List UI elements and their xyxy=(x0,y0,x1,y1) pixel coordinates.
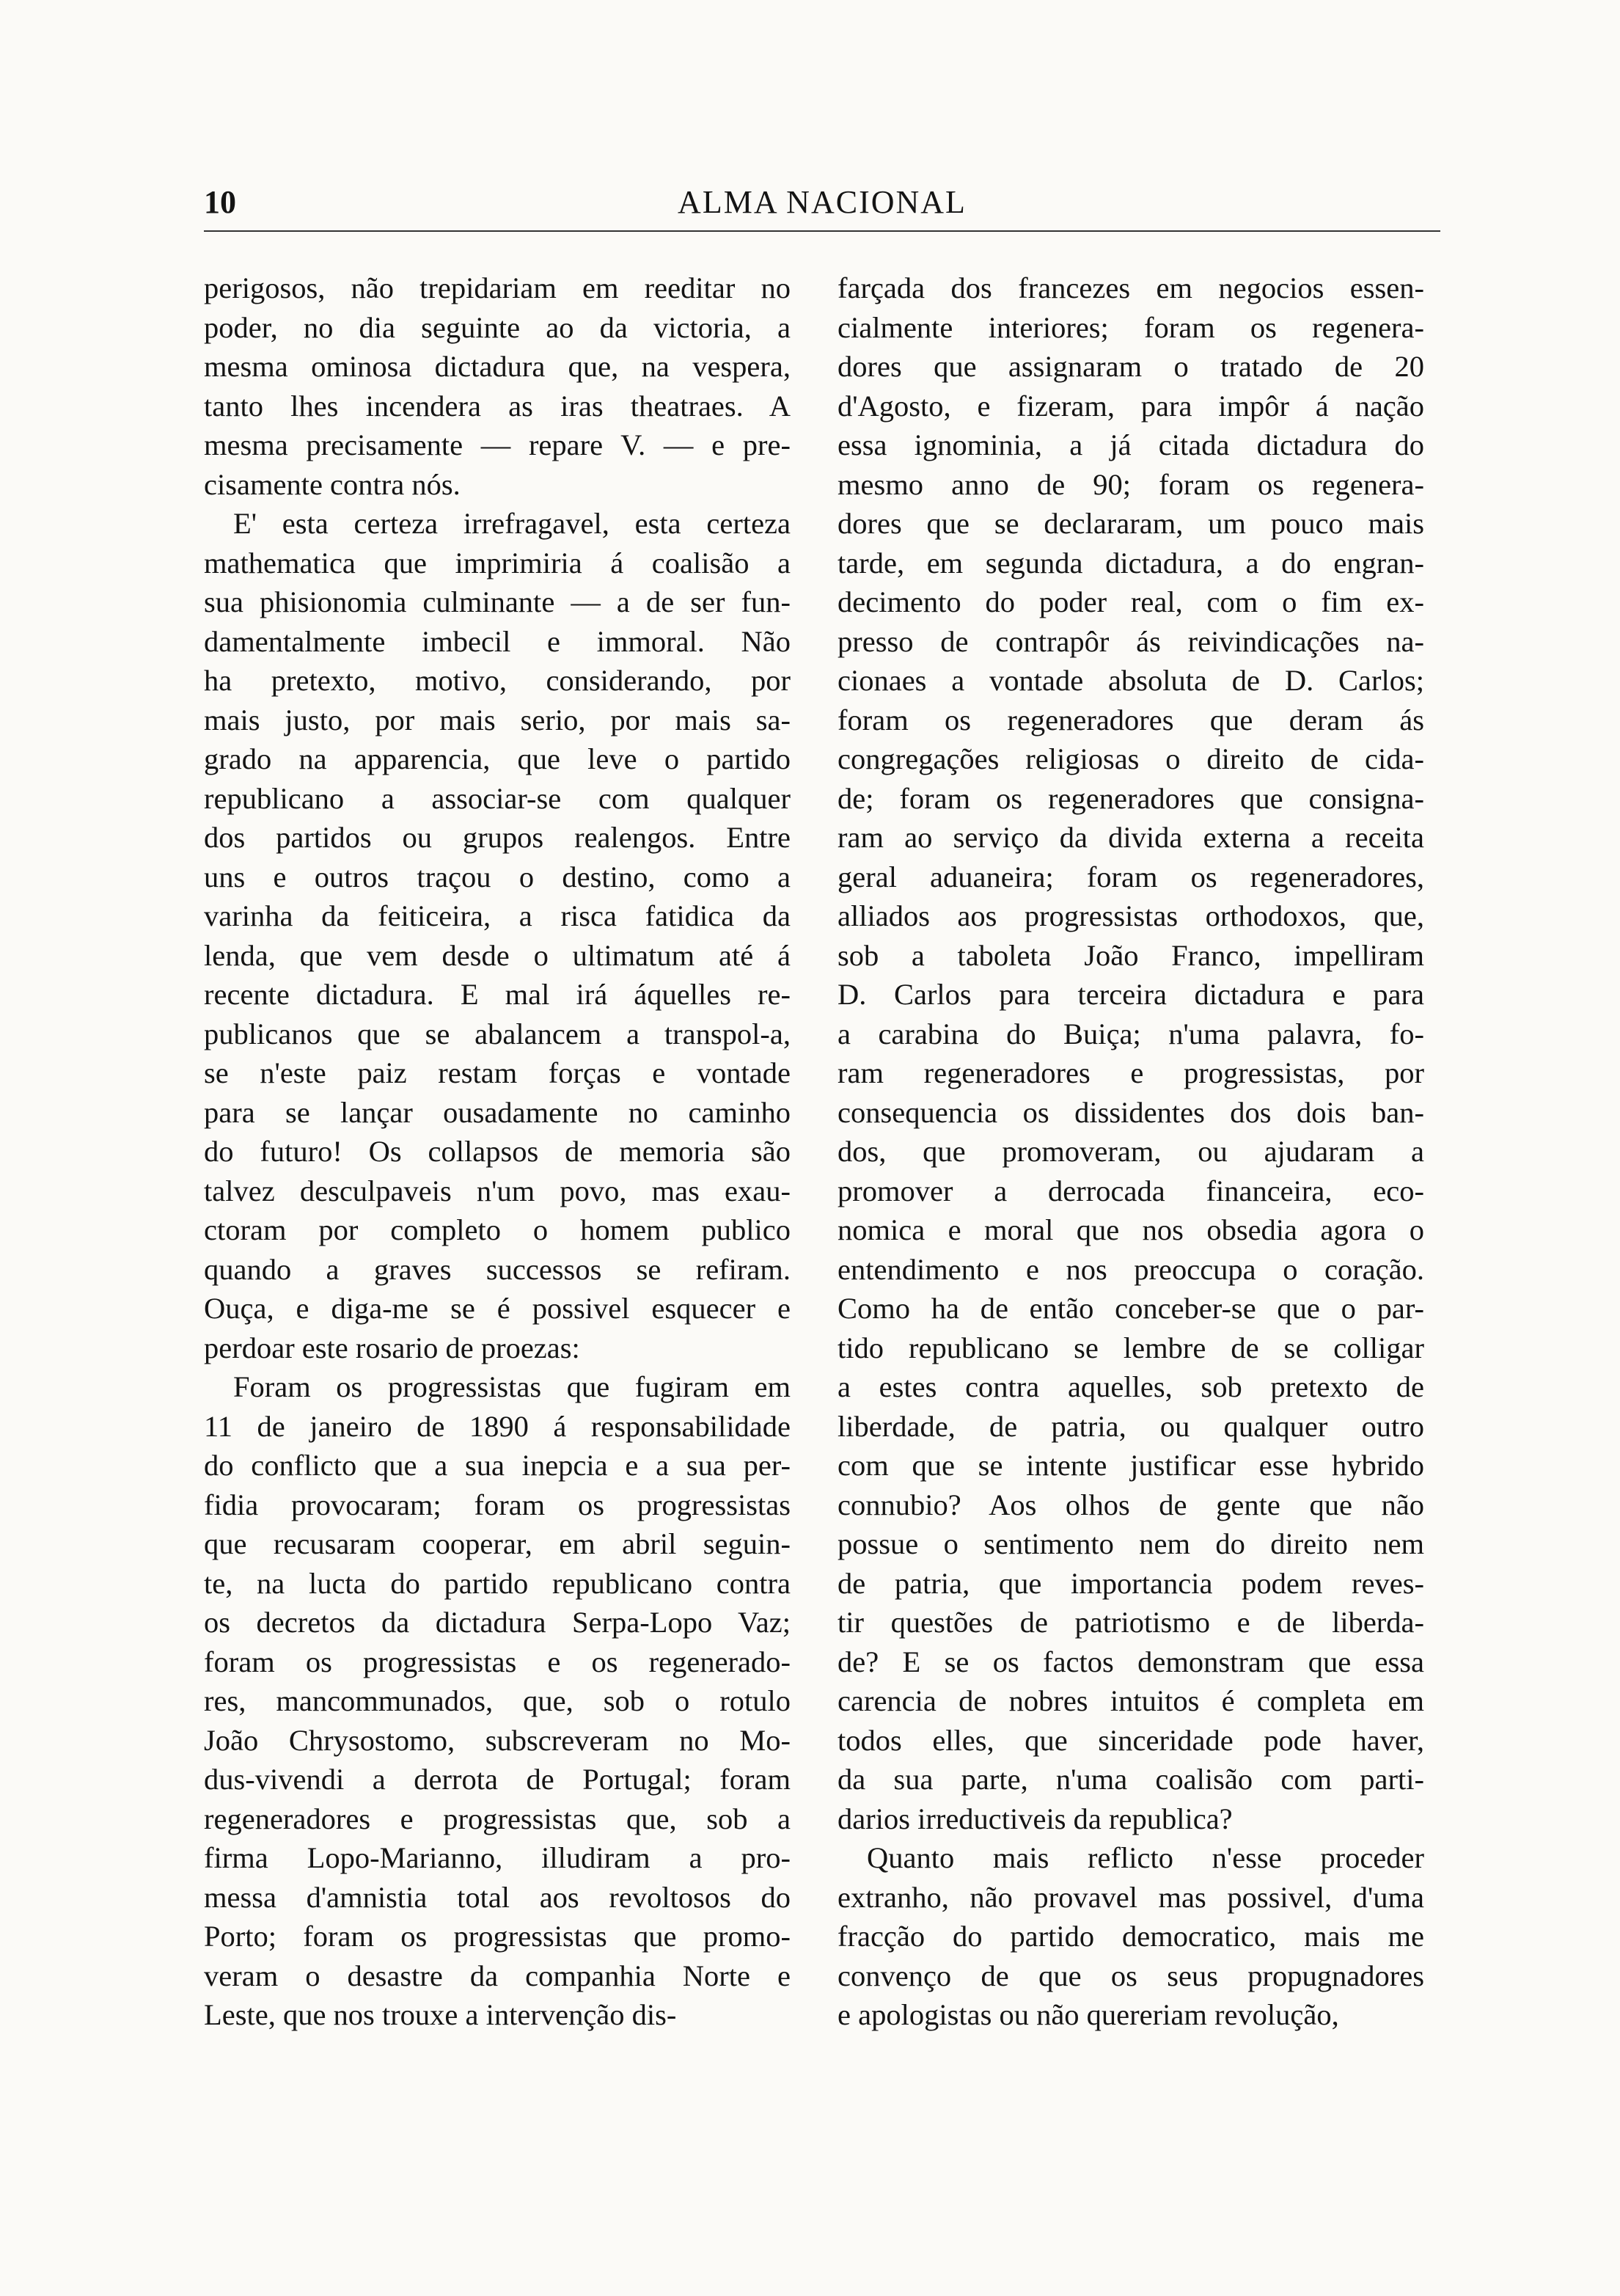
text-line: res, mancommunados, que, sob o rotulo xyxy=(204,1684,791,1717)
text-line: com que se intente justificar esse hybrido xyxy=(838,1449,1424,1482)
running-title: ALMA NACIONAL xyxy=(678,184,967,220)
text-line: Ouça, e diga-me se é possivel esquecer e xyxy=(204,1292,791,1325)
text-line: todos elles, que sinceridade pode haver, xyxy=(838,1723,1424,1757)
text-line: mesmo anno de 90; foram os regenera- xyxy=(838,467,1424,501)
text-line: de patria, que importancia podem reves- xyxy=(838,1566,1424,1600)
text-line: Foram os progressistas que fugiram em xyxy=(233,1370,791,1403)
text-line: possue o sentimento nem do direito nem xyxy=(838,1527,1424,1560)
text-line: republicano a associar-se com qualquer xyxy=(204,781,791,815)
text-line: fidia provocaram; foram os progressistas xyxy=(204,1488,791,1521)
text-line: tido republicano se lembre de se colligar xyxy=(838,1331,1424,1364)
text-line: te, na lucta do partido republicano contra xyxy=(204,1566,791,1600)
text-line: a carabina do Buiça; n'uma palavra, fo- xyxy=(838,1017,1424,1050)
text-line: Leste, que nos trouxe a intervenção dis- xyxy=(204,1998,677,2031)
text-line: D. Carlos para terceira dictadura e para xyxy=(838,978,1424,1011)
text-line: para se lançar ousadamente no caminho xyxy=(204,1095,791,1129)
text-line: do conflicto que a sua inepcia e a sua per- xyxy=(204,1449,791,1482)
text-line: cionaes a vontade absoluta de D. Carlos; xyxy=(838,664,1424,697)
text-line: connubio? Aos olhos de gente que não xyxy=(838,1488,1424,1521)
text-line: regeneradores e progressistas que, sob a xyxy=(204,1802,791,1835)
right-column xyxy=(838,268,1424,2035)
text-line: João Chrysostomo, subscreveram no Mo- xyxy=(204,1723,791,1757)
header-rule xyxy=(204,230,1440,232)
text-line: e apologistas ou não quereriam revolução, xyxy=(838,1998,1339,2031)
text-line: messa d'amnistia total aos revoltosos do xyxy=(204,1880,791,1914)
text-line: mesma precisamente — repare V. — e pre- xyxy=(204,428,791,461)
text-line: firma Lopo-Marianno, illudiram a pro- xyxy=(204,1841,791,1874)
page-header xyxy=(204,176,1440,229)
text-line: dos partidos ou grupos realengos. Entre xyxy=(204,821,791,854)
text-line: decimento do poder real, com o fim ex- xyxy=(838,585,1424,618)
text-line: cialmente interiores; foram os regenera- xyxy=(838,310,1424,344)
text-line: tir questões de patriotismo e de liberda- xyxy=(838,1606,1424,1639)
text-line: dores que assignaram o tratado de 20 xyxy=(838,350,1424,383)
text-line: uns e outros traçou o destino, como a xyxy=(204,860,791,893)
text-line: mathematica que imprimiria á coalisão a xyxy=(204,546,791,580)
text-line: dos, que promoveram, ou ajudaram a xyxy=(838,1135,1424,1168)
text-line: nomica e moral que nos obsedia agora o xyxy=(838,1213,1424,1246)
text-line: publicanos que se abalancem a transpol-a, xyxy=(204,1017,791,1050)
text-line: dores que se declararam, um pouco mais xyxy=(838,507,1424,540)
text-line: poder, no dia seguinte ao da victoria, a xyxy=(204,310,791,344)
text-line: foram os regeneradores que deram ás xyxy=(838,703,1424,736)
text-line: geral aduaneira; foram os regeneradores, xyxy=(838,860,1424,893)
text-line: essa ignominia, a já citada dictadura do xyxy=(838,428,1424,461)
text-line: Porto; foram os progressistas que promo- xyxy=(204,1920,791,1953)
text-line: 11 de janeiro de 1890 á responsabilidade xyxy=(204,1409,791,1443)
text-line: E' esta certeza irrefragavel, esta certeza xyxy=(233,507,791,540)
text-line: de; foram os regeneradores que consigna- xyxy=(838,781,1424,815)
text-line: perigosos, não trepidariam em reeditar no xyxy=(204,271,791,304)
text-line: mesma ominosa dictadura que, na vespera, xyxy=(204,350,791,383)
text-line: Quanto mais reflicto n'esse proceder xyxy=(867,1841,1424,1874)
text-line: farçada dos francezes em negocios essen- xyxy=(838,271,1424,304)
text-line: foram os progressistas e os regenerado- xyxy=(204,1645,791,1678)
text-line: ha pretexto, motivo, considerando, por xyxy=(204,664,791,697)
text-line: ctoram por completo o homem publico xyxy=(204,1213,791,1246)
text-line: liberdade, de patria, ou qualquer outro xyxy=(838,1409,1424,1443)
text-line: os decretos da dictadura Serpa-Lopo Vaz; xyxy=(204,1606,791,1639)
text-line: varinha da feiticeira, a risca fatidica da xyxy=(204,899,791,932)
text-line: presso de contrapôr ás reivindicações na- xyxy=(838,624,1424,658)
text-line: cisamente contra nós. xyxy=(204,467,461,501)
text-line: tarde, em segunda dictadura, a do engran- xyxy=(838,546,1424,580)
text-line: extranho, não provavel mas possivel, d'uma xyxy=(838,1880,1424,1914)
text-line: Como ha de então conceber-se que o par- xyxy=(838,1292,1424,1325)
text-line: quando a graves successos se refiram. xyxy=(204,1252,791,1286)
text-line: alliados aos progressistas orthodoxos, que, xyxy=(838,899,1424,932)
left-column xyxy=(204,268,791,2035)
text-line: ram regeneradores e progressistas, por xyxy=(838,1056,1424,1089)
text-line: darios irreductiveis da republica? xyxy=(838,1802,1233,1835)
text-line: de? E se os factos demonstram que essa xyxy=(838,1645,1424,1678)
text-line: lenda, que vem desde o ultimatum até á xyxy=(204,938,791,972)
text-line: sob a taboleta João Franco, impelliram xyxy=(838,938,1424,972)
text-line: congregações religiosas o direito de cida- xyxy=(838,742,1424,775)
text-line: entendimento e nos preoccupa o coração. xyxy=(838,1252,1424,1286)
text-line: perdoar este rosario de proezas: xyxy=(204,1331,580,1364)
text-line: fracção do partido democratico, mais me xyxy=(838,1920,1424,1953)
page-number: 10 xyxy=(204,184,236,220)
text-line: sua phisionomia culminante — a de ser fun- xyxy=(204,585,791,618)
text-line: d'Agosto, e fizeram, para impôr á nação xyxy=(838,389,1424,423)
text-line: a estes contra aquelles, sob pretexto de xyxy=(838,1370,1424,1403)
text-line: se n'este paiz restam forças e vontade xyxy=(204,1056,791,1089)
text-line: grado na apparencia, que leve o partido xyxy=(204,742,791,775)
text-line: do futuro! Os collapsos de memoria são xyxy=(204,1135,791,1168)
text-line: damentalmente imbecil e immoral. Não xyxy=(204,624,791,658)
text-line: veram o desastre da companhia Norte e xyxy=(204,1959,791,1992)
text-line: talvez desculpaveis n'um povo, mas exau- xyxy=(204,1174,791,1207)
text-line: que recusaram cooperar, em abril seguin- xyxy=(204,1527,791,1560)
text-line: da sua parte, n'uma coalisão com parti- xyxy=(838,1763,1424,1796)
text-line: carencia de nobres intuitos é completa em xyxy=(838,1684,1424,1717)
text-line: dus-vivendi a derrota de Portugal; foram xyxy=(204,1763,791,1796)
text-line: recente dictadura. E mal irá áquelles re- xyxy=(204,978,791,1011)
text-line: promover a derrocada financeira, eco- xyxy=(838,1174,1424,1207)
text-line: consequencia os dissidentes dos dois ban- xyxy=(838,1095,1424,1129)
text-line: tanto lhes incendera as iras theatraes. A xyxy=(204,389,791,423)
text-line: mais justo, por mais serio, por mais sa- xyxy=(204,703,791,736)
text-line: convenço de que os seus propugnadores xyxy=(838,1959,1424,1992)
text-line: ram ao serviço da divida externa a receita xyxy=(838,821,1424,854)
